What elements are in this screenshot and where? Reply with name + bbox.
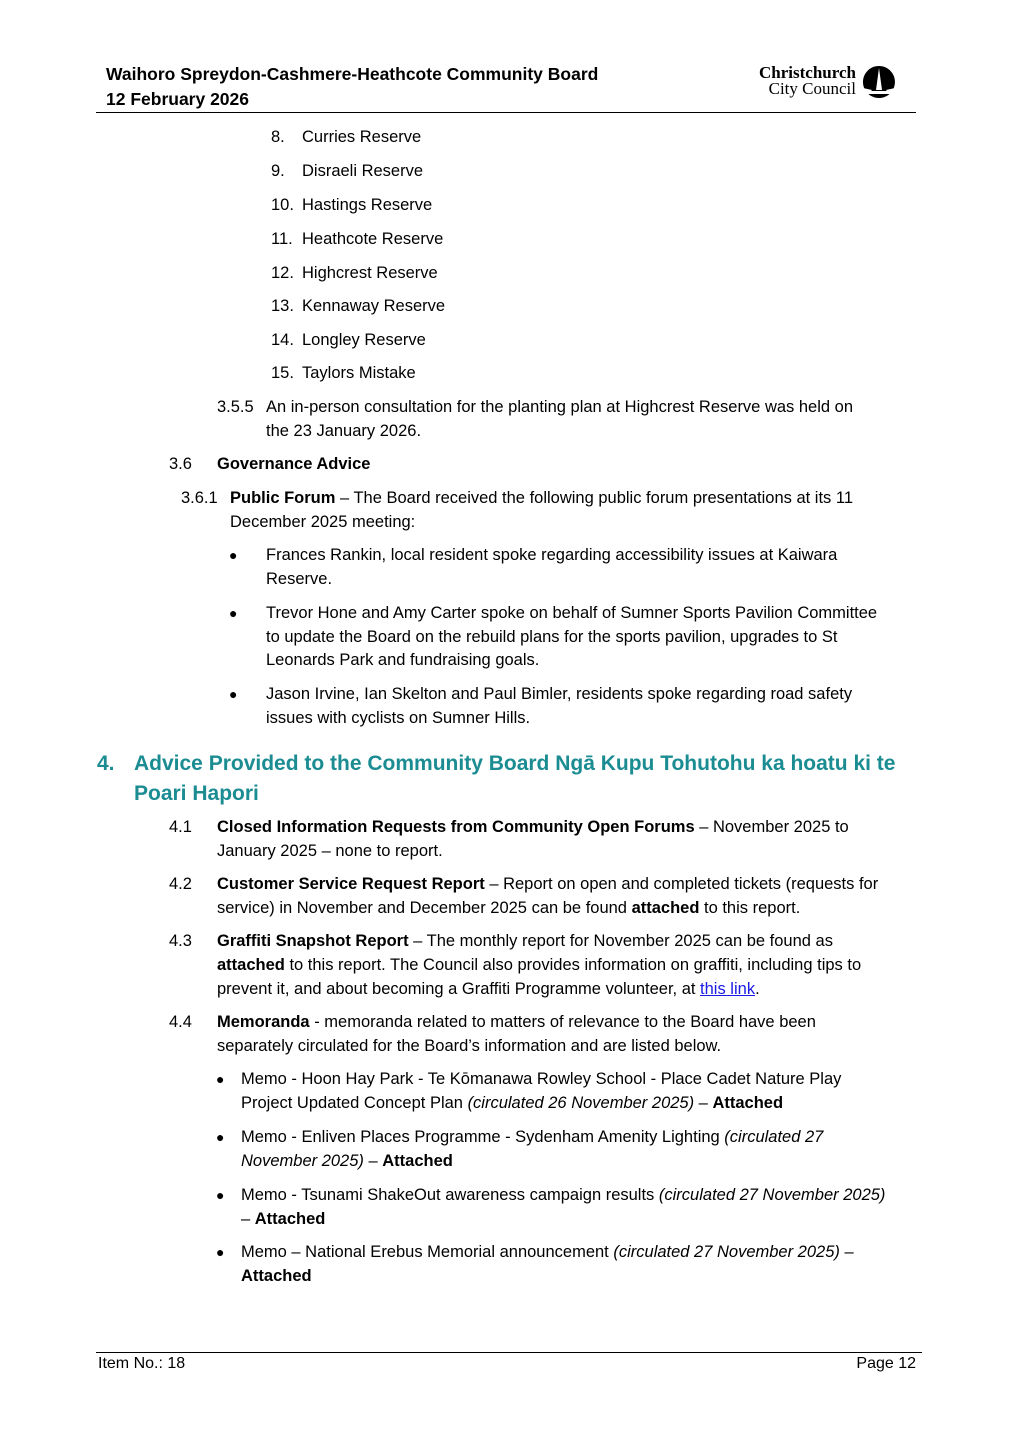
paragraph-line: Graffiti Snapshot Report – The monthly report for November 2025 can be found as: [217, 932, 833, 950]
list-item: Reserve.: [266, 570, 333, 588]
memo-item: Memo – National Erebus Memorial announcement (circulated 27 November 2025) –: [241, 1243, 854, 1261]
bullet-icon: ●: [216, 1244, 225, 1260]
paragraph-line: Memoranda - memoranda related to matters of relevance to the Board have been: [217, 1013, 816, 1031]
cathedral-icon: [860, 64, 898, 100]
bullet-icon: ●: [216, 1187, 225, 1203]
paragraph-line: Closed Information Requests from Community Open Forums – November 2025 to: [217, 818, 849, 836]
list-item: Curries Reserve: [302, 128, 422, 146]
bullet-icon: ●: [216, 1071, 225, 1087]
section-4-heading-cont: Poari Hapori: [134, 782, 259, 805]
list-item: Jason Irvine, Ian Skelton and Paul Bimler, residents spoke regarding road safety: [266, 685, 853, 703]
graffiti-info-link[interactable]: this link: [700, 980, 756, 998]
section-heading: Governance Advice: [217, 455, 371, 473]
list-item-number: 12.: [271, 264, 294, 282]
paragraph-line: January 2025 – none to report.: [217, 842, 443, 860]
list-item-number: 8.: [271, 128, 285, 146]
bullet-icon: ●: [229, 547, 238, 563]
list-item: Disraeli Reserve: [302, 162, 424, 180]
section-number: 4.3: [169, 932, 192, 950]
list-item-number: 15.: [271, 364, 294, 382]
list-item: Longley Reserve: [302, 331, 426, 349]
header-divider: [96, 112, 916, 113]
memo-item: Attached: [241, 1267, 312, 1285]
paragraph-line: December 2025 meeting:: [230, 513, 416, 531]
list-item: Highcrest Reserve: [302, 264, 438, 282]
bullet-icon: ●: [229, 686, 238, 702]
list-item-number: 14.: [271, 331, 294, 349]
section-number: 4.4: [169, 1013, 192, 1031]
list-item: Leonards Park and fundraising goals.: [266, 651, 540, 669]
list-item-number: 13.: [271, 297, 294, 315]
list-item-number: 9.: [271, 162, 285, 180]
bullet-icon: ●: [216, 1129, 225, 1145]
paragraph-line: Public Forum – The Board received the following public forum presentations at its 11: [230, 489, 854, 507]
list-item: Taylors Mistake: [302, 364, 416, 382]
memo-item: Memo - Tsunami ShakeOut awareness campaign results (circulated 27 November 2025): [241, 1186, 886, 1204]
list-item: Heathcote Reserve: [302, 230, 444, 248]
memo-item: Project Updated Concept Plan (circulated 26 November 2025) – Attached: [241, 1094, 784, 1112]
list-item: Kennaway Reserve: [302, 297, 446, 315]
list-item: issues with cyclists on Sumner Hills.: [266, 709, 531, 727]
list-item-number: 10.: [271, 196, 294, 214]
section-number: 4.1: [169, 818, 192, 836]
paragraph-line: An in-person consultation for the planting plan at Highcrest Reserve was held on: [266, 398, 854, 416]
paragraph-line: separately circulated for the Board’s information and are listed below.: [217, 1037, 722, 1055]
bullet-icon: ●: [229, 605, 238, 621]
list-item: Trevor Hone and Amy Carter spoke on behalf of Sumner Sports Pavilion Committee: [266, 604, 878, 622]
section-number: 3.6: [169, 455, 192, 473]
council-logo: [746, 64, 898, 100]
page-number: Page 12: [856, 1355, 916, 1372]
bold-lead: Public Forum: [230, 489, 336, 507]
list-item: to update the Board on the rebuild plans for the sports pavilion, upgrades to St: [266, 628, 838, 646]
section-number: 4.2: [169, 875, 192, 893]
list-item: Frances Rankin, local resident spoke regarding accessibility issues at Kaiwara: [266, 546, 838, 564]
memo-item: – Attached: [241, 1210, 326, 1228]
paragraph-line: the 23 January 2026.: [266, 422, 422, 440]
page-header-title: [106, 62, 598, 112]
item-number: Item No.: 18: [98, 1355, 186, 1372]
memo-item: Memo - Enliven Places Programme - Sydenham Amenity Lighting (circulated 27: [241, 1128, 824, 1146]
paragraph-line: attached to this report. The Council also provides information on graffiti, including tips to: [217, 956, 862, 974]
footer-divider: [96, 1352, 922, 1353]
paragraph-line: service) in November and December 2025 can be found attached to this report.: [217, 899, 801, 917]
section-4-heading: Advice Provided to the Community Board Ngā Kupu Tohutohu ka hoatu ki te: [134, 752, 896, 775]
section-number: 3.6.1: [181, 489, 218, 507]
board-name: Waihoro Spreydon-Cashmere-Heathcote Community Board: [106, 64, 599, 84]
paragraph-line: Customer Service Request Report – Report on open and completed tickets (requests for: [217, 875, 879, 893]
meeting-date: 12 February 2026: [106, 89, 250, 109]
memo-item: Memo - Hoon Hay Park - Te Kōmanawa Rowley School - Place Cadet Nature Play: [241, 1070, 842, 1088]
section-number: 3.5.5: [217, 398, 254, 416]
logo-line2: City Council: [768, 79, 856, 98]
list-item-number: 11.: [271, 230, 293, 248]
list-item: Hastings Reserve: [302, 196, 433, 214]
logo-line1: Christchurch: [759, 63, 856, 82]
section-4-number: 4.: [97, 752, 115, 775]
paragraph-line: prevent it, and about becoming a Graffiti Programme volunteer, at this link.: [217, 980, 760, 998]
memo-item: November 2025) – Attached: [241, 1152, 453, 1170]
